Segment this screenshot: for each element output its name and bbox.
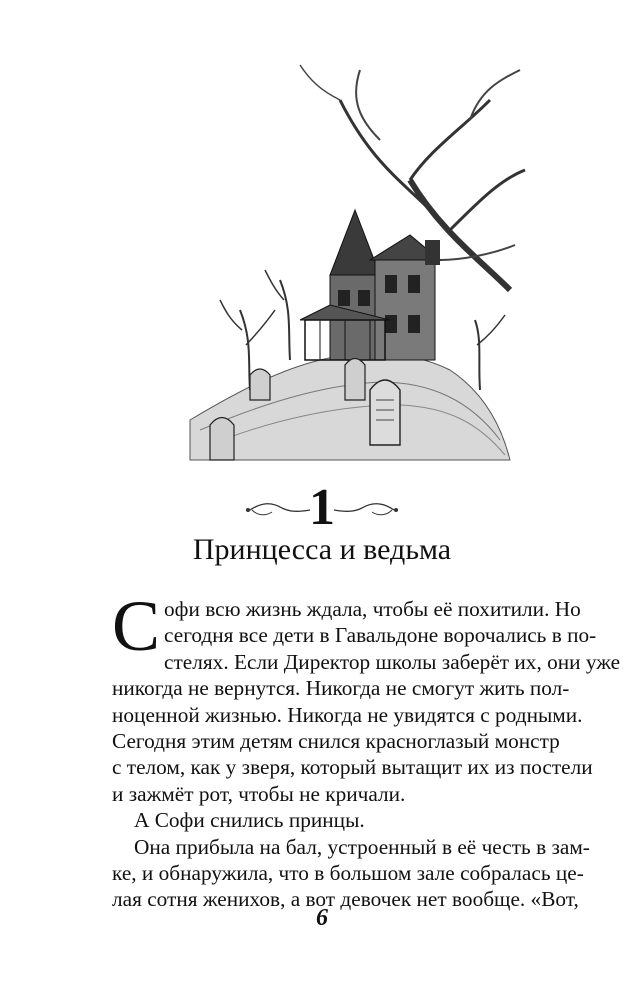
page-number: 6 bbox=[316, 905, 328, 931]
chapter-title: Принцесса и ведьма bbox=[192, 533, 452, 566]
text-line: ке, и обнаружила, что в большом зале собралась це- bbox=[112, 861, 584, 886]
text-line: и зажмёт рот, чтобы не кричали. bbox=[112, 781, 406, 806]
text-line: сегодня все дети в Гавальдоне ворочались в по- bbox=[164, 623, 597, 648]
text-line: офи всю жизнь ждала, чтобы её похитили. Но bbox=[164, 597, 581, 621]
paragraph-2: А Софи снились принцы. bbox=[134, 808, 365, 833]
body-text bbox=[112, 586, 621, 913]
text-line: Сегодня этим детям снился красноглазый монстр bbox=[112, 729, 560, 754]
text-line: стелях. Если Директор школы заберёт их, они уже bbox=[164, 649, 621, 674]
text-line: ноценной жизнью. Никогда не увидятся с родными. bbox=[112, 702, 583, 727]
haunted-house-illustration bbox=[180, 60, 530, 480]
paragraph-3 bbox=[112, 834, 590, 913]
text-line: Она прибыла на бал, устроенный в её честь в зам- bbox=[134, 834, 590, 859]
paragraph-1 bbox=[112, 586, 621, 807]
drop-cap: С bbox=[112, 586, 161, 666]
text-line: лая сотня женихов, а вот девочек нет вообще. «Вот, bbox=[112, 887, 579, 912]
chapter-number: 1 bbox=[309, 479, 335, 536]
text-line: никогда не вернутся. Никогда не смогут жить пол- bbox=[112, 676, 570, 701]
text-line: с телом, как у зверя, который вытащит их из постели bbox=[112, 755, 593, 780]
